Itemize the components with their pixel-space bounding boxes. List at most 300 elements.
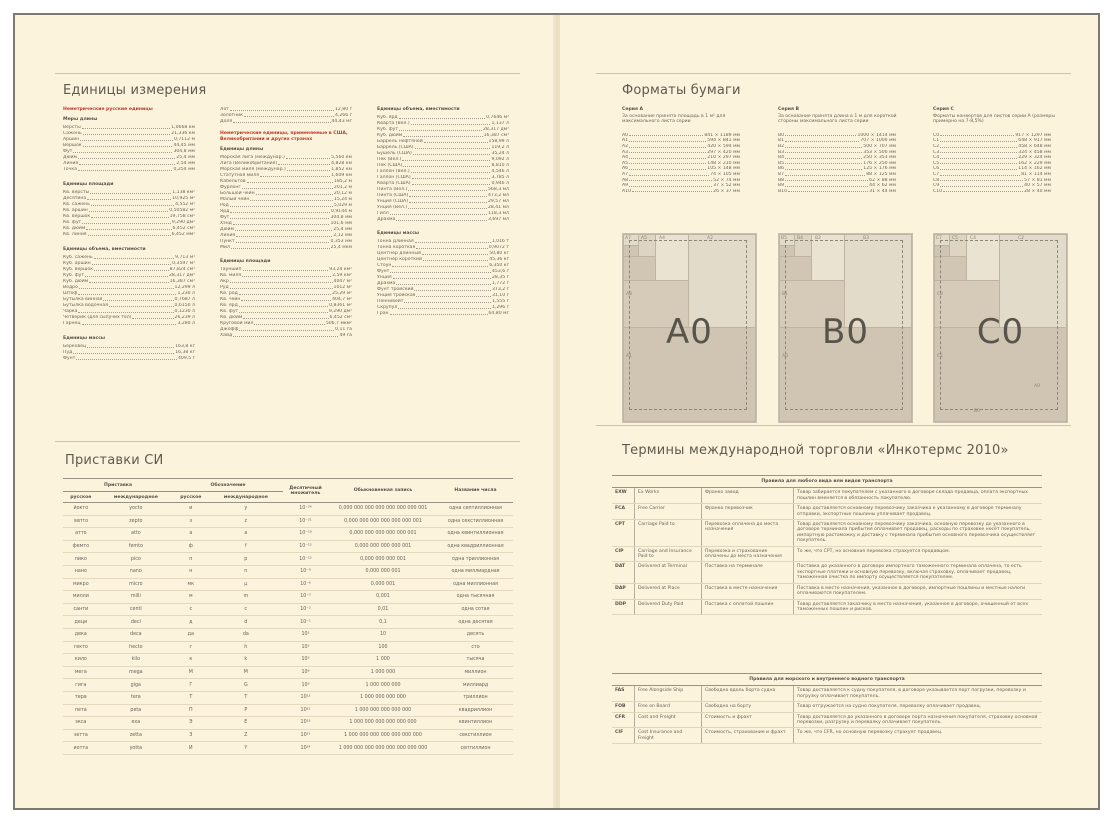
prefix-cell: гекто bbox=[63, 641, 99, 654]
unit-name: Куб. фут bbox=[63, 273, 85, 278]
leader-dots bbox=[233, 333, 338, 337]
prefix-cell: n bbox=[209, 565, 283, 578]
unit-value: 125 × 176 мм bbox=[863, 166, 896, 172]
format-diagram-a0 bbox=[622, 233, 757, 423]
incoterm-txt: Товар отгружается на судно покупателя, перевалку оплачивает продавец. bbox=[794, 702, 1043, 712]
unit-name: Версты bbox=[63, 125, 81, 130]
leader-dots bbox=[230, 215, 329, 219]
prefix-cell: Г bbox=[173, 679, 209, 692]
unit-name: Пуд bbox=[63, 350, 73, 355]
usa-units-column bbox=[220, 107, 352, 339]
prefix-cell: 10⁻¹ bbox=[283, 616, 328, 629]
unit-value: 1,230 л bbox=[177, 291, 195, 296]
prefix-cell: одна сотая bbox=[438, 603, 513, 616]
unit-name: Куб. вершок bbox=[63, 267, 93, 272]
unit-row bbox=[63, 232, 195, 238]
prefix-cell: микро bbox=[63, 578, 99, 591]
unit-value: 0,3597 м³ bbox=[172, 261, 195, 266]
unit-value: 6,452 мм² bbox=[171, 232, 195, 237]
unit-name: Малый чейн bbox=[220, 197, 250, 202]
unit-name: Род bbox=[220, 203, 229, 208]
leader-dots bbox=[286, 155, 330, 159]
unit-value: 16,387 см³ bbox=[169, 279, 195, 284]
format-label: A0 bbox=[1034, 384, 1040, 389]
leader-dots bbox=[940, 150, 1017, 154]
unit-value: 0,7687 л bbox=[174, 297, 195, 302]
incoterm-row bbox=[612, 583, 1042, 599]
prefix-cell: hecto bbox=[99, 641, 173, 654]
unit-name: Пинта (США) bbox=[377, 193, 409, 198]
prefix-cell: секстиллион bbox=[438, 729, 513, 742]
prefix-cell: 10⁻³ bbox=[283, 591, 328, 604]
format-label: A7 bbox=[625, 236, 631, 241]
format-big-label: B0 bbox=[822, 312, 869, 352]
incoterm-en: Carriage and Insurance Paid to bbox=[635, 546, 702, 562]
unit-value: 568,3 мл bbox=[487, 187, 509, 192]
unit-value: 1,296 г bbox=[491, 305, 509, 310]
unit-name: Мил bbox=[220, 245, 230, 250]
prefix-cell: 10⁻⁹ bbox=[283, 565, 328, 578]
series-description: За основание принята площадь в 1 м² для максимального листа серии bbox=[622, 113, 726, 125]
unit-value: 9,290 дм² bbox=[171, 220, 195, 225]
incoterm-code: FAS bbox=[612, 686, 635, 702]
unit-value: 10,925 м² bbox=[172, 196, 195, 201]
leader-dots bbox=[940, 183, 1023, 187]
mass-list bbox=[63, 344, 195, 362]
prefix-cell: Т bbox=[173, 691, 209, 704]
leader-dots bbox=[236, 239, 330, 243]
unit-name: Кв. чейн bbox=[220, 297, 241, 302]
unit-name: C3 bbox=[933, 149, 940, 155]
prefix-cell: deci bbox=[99, 616, 173, 629]
incoterm-ru: Свободно на борту bbox=[702, 702, 794, 712]
unit-name: Штоф bbox=[63, 291, 78, 296]
leader-dots bbox=[78, 309, 173, 313]
leader-dots bbox=[236, 233, 332, 237]
leader-dots bbox=[632, 189, 712, 193]
prefix-cell: одна десятая bbox=[438, 616, 513, 629]
usa-volume-list bbox=[377, 115, 509, 223]
usa-mass-list bbox=[377, 239, 509, 317]
unit-value: 5,560 км bbox=[331, 155, 352, 160]
prefix-cell: квадриллион bbox=[438, 704, 513, 717]
unit-value: 25,29 м² bbox=[332, 291, 352, 296]
prefix-cell: zepto bbox=[99, 515, 173, 528]
format-label: A1 bbox=[626, 354, 632, 359]
unit-name: A1 bbox=[622, 138, 629, 144]
leader-dots bbox=[403, 133, 482, 137]
format-label: A4 bbox=[659, 236, 665, 241]
unit-value: 404,7 м² bbox=[332, 297, 352, 302]
prefix-cell: deca bbox=[99, 628, 173, 641]
unit-value: 473,2 мл bbox=[487, 193, 509, 198]
unit-name: A2 bbox=[622, 143, 629, 149]
unit-name: Галлон (США) bbox=[377, 175, 411, 180]
prefix-cell: 0,000 000 000 001 bbox=[328, 553, 438, 566]
unit-value: 201,2 м bbox=[333, 185, 352, 190]
unit-value: 297 × 420 мм bbox=[707, 149, 740, 155]
unit-name: Берковец bbox=[63, 344, 87, 349]
leader-dots bbox=[398, 305, 491, 309]
volume-heading: Единицы объема, вместимости bbox=[63, 247, 146, 252]
prefix-cell: дека bbox=[63, 628, 99, 641]
unit-name: Чарка bbox=[63, 309, 78, 314]
prefix-cell: к bbox=[173, 654, 209, 667]
unit-value: 9,713 м³ bbox=[175, 255, 195, 260]
leader-dots bbox=[629, 150, 706, 154]
prefix-cell: мега bbox=[63, 666, 99, 679]
incoterm-en: Carriage Paid to bbox=[635, 520, 702, 547]
prefix-cell: Z bbox=[209, 729, 283, 742]
prefix-cell: п bbox=[173, 553, 209, 566]
leader-dots bbox=[390, 211, 487, 215]
unit-value: 0,1230 л bbox=[174, 309, 195, 314]
prefix-cell: атто bbox=[63, 528, 99, 541]
unit-name: Унция (Вел.) bbox=[377, 205, 408, 210]
unit-name: Кабельтов bbox=[220, 179, 246, 184]
unit-name: A3 bbox=[622, 149, 629, 155]
unit-name: B6 bbox=[778, 166, 785, 172]
unit-value: 3,697 мл bbox=[487, 217, 509, 222]
incoterm-row bbox=[612, 520, 1042, 547]
prefix-row bbox=[63, 729, 513, 742]
leader-dots bbox=[416, 245, 488, 249]
leader-dots bbox=[239, 303, 328, 307]
unit-value: 210 × 297 мм bbox=[707, 155, 740, 161]
unit-value: 229 × 324 мм bbox=[1018, 155, 1051, 161]
leader-dots bbox=[416, 293, 491, 297]
format-label: B5 bbox=[781, 236, 787, 241]
unit-value: 1,138 км² bbox=[172, 190, 195, 195]
leader-dots bbox=[940, 133, 1014, 137]
prefix-cell: atto bbox=[99, 528, 173, 541]
unit-name: Пек (Вел.) bbox=[377, 157, 402, 162]
leader-dots bbox=[254, 321, 324, 325]
unit-name: Драхма bbox=[377, 217, 396, 222]
unit-value: 45,36 кг bbox=[489, 257, 509, 262]
leader-dots bbox=[89, 279, 168, 283]
series-text-block bbox=[778, 107, 918, 194]
unit-value: 707 × 1000 мм bbox=[860, 138, 896, 144]
format-label: C7 bbox=[936, 236, 943, 241]
unit-value: 15,24 м bbox=[333, 197, 352, 202]
prefix-cell: йокто bbox=[63, 503, 99, 516]
unit-value: 176 × 250 мм bbox=[863, 160, 896, 166]
leader-dots bbox=[242, 185, 333, 189]
prefix-cell: 1 000 000 000 000 000 000 000 bbox=[328, 729, 438, 742]
leader-dots bbox=[92, 261, 171, 265]
prefix-cell: 10⁻¹⁵ bbox=[283, 540, 328, 553]
incoterm-en: Delivered Duty Paid bbox=[635, 599, 702, 615]
incoterm-txt: Товар доставляется до указанного в договоре порта назначения покупателя, страховку основной перевозки, разгрузку и перевалку оплачивает покупатель. bbox=[794, 712, 1043, 728]
leader-dots bbox=[233, 221, 330, 225]
unit-name: Фут bbox=[63, 149, 73, 154]
incoterm-code: FCA bbox=[612, 504, 635, 520]
leader-dots bbox=[76, 356, 177, 360]
incoterm-row bbox=[612, 504, 1042, 520]
unit-value: 74 × 105 мм bbox=[710, 171, 740, 177]
unit-value: 353 × 500 мм bbox=[863, 149, 896, 155]
prefix-header: Приставка bbox=[63, 479, 173, 492]
unit-name: Лот bbox=[220, 107, 229, 112]
prefix-row bbox=[63, 742, 513, 755]
leader-dots bbox=[785, 172, 865, 176]
unit-name: A8 bbox=[622, 177, 629, 183]
unit-row bbox=[220, 333, 352, 339]
unit-row bbox=[63, 321, 195, 327]
leader-dots bbox=[247, 179, 333, 183]
series-text-block bbox=[622, 107, 762, 194]
prefix-cell: 10¹⁵ bbox=[283, 704, 328, 717]
prefixes-table bbox=[63, 478, 513, 755]
leader-dots bbox=[629, 183, 712, 187]
unit-value: 4047 м² bbox=[333, 279, 352, 284]
unit-value: 88 × 125 мм bbox=[866, 171, 896, 177]
unit-name: Куб. дюйм bbox=[63, 279, 89, 284]
prefix-cell: z bbox=[209, 515, 283, 528]
unit-name: Руд bbox=[220, 285, 229, 290]
unit-name: B8 bbox=[778, 177, 785, 183]
leader-dots bbox=[78, 167, 173, 171]
unit-name: C9 bbox=[933, 183, 940, 189]
format-label: B4 bbox=[797, 236, 803, 241]
unit-name: Тонна длинная bbox=[377, 239, 414, 244]
unit-value: 114 × 162 мм bbox=[1018, 166, 1051, 172]
prefix-cell: d bbox=[209, 616, 283, 629]
prefix-cell: тысяча bbox=[438, 654, 513, 667]
unit-name: Статутная миля bbox=[220, 173, 259, 178]
leader-dots bbox=[242, 273, 331, 277]
leader-dots bbox=[415, 239, 491, 243]
leader-dots bbox=[412, 175, 491, 179]
prefix-cell: П bbox=[173, 704, 209, 717]
leader-dots bbox=[230, 203, 333, 207]
prefix-cell: 0,000 000 000 000 001 bbox=[328, 540, 438, 553]
unit-name: Пинта (Вел.) bbox=[377, 187, 408, 192]
prefix-cell: десять bbox=[438, 628, 513, 641]
leader-dots bbox=[629, 133, 703, 137]
unit-value: 0,9144 м bbox=[331, 209, 352, 214]
prefix-row bbox=[63, 540, 513, 553]
unit-name: Фурлонг bbox=[220, 185, 241, 190]
leader-dots bbox=[411, 169, 491, 173]
prefix-cell: 10⁶ bbox=[283, 666, 328, 679]
leader-dots bbox=[243, 267, 329, 271]
unit-value: 148 × 210 мм bbox=[707, 160, 740, 166]
unit-value: 453,6 г bbox=[491, 269, 509, 274]
incoterm-en: Delivered at Terminal bbox=[635, 562, 702, 583]
prefix-cell: милли bbox=[63, 591, 99, 604]
leader-dots bbox=[239, 291, 331, 295]
leader-dots bbox=[78, 291, 176, 295]
prefix-row bbox=[63, 503, 513, 516]
leader-dots bbox=[785, 161, 862, 165]
prefix-cell: 1 000 bbox=[328, 654, 438, 667]
unit-name: Кв. дюйм bbox=[63, 226, 86, 231]
leader-dots bbox=[230, 107, 334, 111]
incoterm-code: DDP bbox=[612, 599, 635, 615]
incoterm-txt: Поставка до указанного в договоре импортного таможенного терминала оплачена, то есть экспортные платежи и основную перевозку, включая страховку, оплачивает продавец, таможенная очистка по импорту осуществляется покупателем. bbox=[794, 562, 1043, 583]
unit-name: B10 bbox=[778, 188, 787, 194]
unit-value: 648 × 917 мм bbox=[1018, 138, 1051, 144]
leader-dots bbox=[409, 199, 487, 203]
format-label: A0 bbox=[782, 354, 788, 359]
unit-name: C5 bbox=[933, 160, 940, 166]
unit-name: Пункт bbox=[220, 239, 235, 244]
unit-value: 4,546 л bbox=[491, 169, 509, 174]
unit-value: 12,80 г bbox=[334, 107, 352, 112]
leader-dots bbox=[235, 227, 332, 231]
notation-header: Обыкновенная запись bbox=[328, 479, 438, 503]
paper-title: Форматы бумаги bbox=[622, 83, 741, 98]
leader-dots bbox=[629, 172, 709, 176]
unit-value: 500 × 707 мм bbox=[863, 143, 896, 149]
unit-value: 0,11 га bbox=[335, 327, 352, 332]
prefix-cell: 0,1 bbox=[328, 616, 438, 629]
prefix-row bbox=[63, 717, 513, 730]
unit-value: 1,016 т bbox=[491, 239, 509, 244]
incoterm-code: CFR bbox=[612, 712, 635, 728]
leader-dots bbox=[231, 245, 330, 249]
prefix-cell: mega bbox=[99, 666, 173, 679]
unit-name: Гарнец bbox=[63, 321, 81, 326]
prefix-cell: 10 bbox=[328, 628, 438, 641]
unit-value: 21,336 км bbox=[171, 131, 195, 136]
prefix-cell: 10⁻²¹ bbox=[283, 515, 328, 528]
unit-value: 44,43 мг bbox=[331, 119, 352, 124]
incoterm-en: Cost Insurance and Freight bbox=[635, 728, 702, 744]
prefix-cell: пико bbox=[63, 553, 99, 566]
old-mass-list bbox=[220, 107, 352, 125]
unit-name: C2 bbox=[933, 143, 940, 149]
unit-row bbox=[220, 119, 352, 125]
incoterm-txt: Товар доставляется основному перевозчику заказчика, основную перевозку до указанного в договоре терминала прибытия оплачивает продавец, расходы по страховке несёт покупатель, импортную растаможку и доставку с терминала прибытия основного перевозчика осуществляет покупатель. bbox=[794, 520, 1043, 547]
symbol-russian-header: русское bbox=[173, 492, 209, 503]
unit-name: Галлон (Вел.) bbox=[377, 169, 410, 174]
unit-value: 31 × 44 мм bbox=[869, 188, 896, 194]
unit-name: Точка bbox=[63, 167, 77, 172]
units-title: Единицы измерения bbox=[63, 83, 207, 98]
unit-name: Центнер короткий bbox=[377, 257, 423, 262]
prefix-cell: З bbox=[173, 729, 209, 742]
prefix-cell: 0,000 000 000 000 000 001 bbox=[328, 528, 438, 541]
incoterm-ru: Перевозка и страхование оплачены до места назначения bbox=[702, 546, 794, 562]
incoterm-row bbox=[612, 728, 1042, 744]
unit-name: Морская миля (междунар.) bbox=[220, 167, 286, 172]
unit-name: A9 bbox=[622, 183, 629, 189]
incoterm-code: FOB bbox=[612, 702, 635, 712]
unit-name: Драхма bbox=[377, 281, 396, 286]
prefix-cell: 0,000 000 001 bbox=[328, 565, 438, 578]
prefix-cell: Y bbox=[209, 742, 283, 755]
series-name: Серия A bbox=[622, 107, 644, 112]
prefix-cell: квинтиллион bbox=[438, 717, 513, 730]
leader-dots bbox=[785, 144, 862, 148]
prefix-cell: P bbox=[209, 704, 283, 717]
leader-dots bbox=[629, 155, 706, 159]
series-name: Серия C bbox=[933, 107, 954, 112]
unit-value: 19,758 см² bbox=[169, 214, 195, 219]
prefix-cell: 1 000 000 000 000 000 000 000 000 bbox=[328, 742, 438, 755]
prefix-row bbox=[63, 591, 513, 604]
symbol-header: Обозначение bbox=[173, 479, 283, 492]
prefix-cell: h bbox=[209, 641, 283, 654]
incoterm-row bbox=[612, 546, 1042, 562]
leader-dots bbox=[788, 189, 868, 193]
unit-name: C7 bbox=[933, 171, 940, 177]
unit-name: Фут bbox=[220, 215, 230, 220]
mid-rule-right bbox=[596, 425, 1071, 426]
format-label: B3 bbox=[863, 236, 869, 241]
any-transport-caption: Правила для любого вида или видов транспорта bbox=[612, 476, 1042, 488]
leader-dots bbox=[230, 209, 330, 213]
unit-value: 57 × 81 мм bbox=[1024, 177, 1051, 183]
unit-name: Дюйм bbox=[63, 155, 77, 160]
unit-name: Куб. сажень bbox=[63, 255, 93, 260]
prefix-row bbox=[63, 666, 513, 679]
number-name-header: Название числа bbox=[438, 479, 513, 503]
unit-name: Куб. ярд bbox=[377, 115, 398, 120]
incoterm-ru: Стоимость и фрахт bbox=[702, 712, 794, 728]
leader-dots bbox=[239, 309, 328, 313]
prefix-cell: триллион bbox=[438, 691, 513, 704]
prefix-cell: экса bbox=[63, 717, 99, 730]
leader-dots bbox=[73, 149, 172, 153]
prefix-cell: 10²¹ bbox=[283, 729, 328, 742]
leader-dots bbox=[390, 269, 491, 273]
unit-value: 2,12 мм bbox=[333, 233, 352, 238]
unit-value: 26 × 37 мм bbox=[713, 188, 740, 194]
unit-name: Морская лига (междунар.) bbox=[220, 155, 285, 160]
unit-value: 458 × 648 мм bbox=[1018, 143, 1051, 149]
prefix-cell: и bbox=[173, 503, 209, 516]
unit-name: Вершок bbox=[63, 143, 82, 148]
prefix-cell: y bbox=[209, 503, 283, 516]
unit-value: 4,552 м² bbox=[175, 202, 195, 207]
prefix-cell: иотта bbox=[63, 742, 99, 755]
unit-value: 158,99 л bbox=[488, 139, 509, 144]
leader-dots bbox=[94, 267, 169, 271]
leader-dots bbox=[83, 143, 173, 147]
prefix-cell: одна миллионная bbox=[438, 578, 513, 591]
prefix-row bbox=[63, 515, 513, 528]
leader-dots bbox=[943, 189, 1023, 193]
leader-dots bbox=[414, 287, 490, 291]
unit-row bbox=[63, 167, 195, 173]
leader-dots bbox=[940, 144, 1017, 148]
unit-name: Кварта (Вел.) bbox=[377, 121, 410, 126]
format-diagram-c0 bbox=[933, 233, 1068, 423]
prefix-row bbox=[63, 603, 513, 616]
unit-value: 25,4 мм bbox=[176, 155, 195, 160]
prefix-cell: 10⁹ bbox=[283, 679, 328, 692]
prefix-row bbox=[63, 654, 513, 667]
unit-name: Баррель нефтяной bbox=[377, 139, 423, 144]
leader-dots bbox=[413, 151, 491, 155]
unit-name: C4 bbox=[933, 155, 940, 161]
unit-value: 1,0668 км bbox=[171, 125, 195, 130]
format-label: C3 bbox=[937, 292, 944, 297]
leader-dots bbox=[940, 155, 1017, 159]
sea-transport-caption: Правила для морского и внутреннего водного транспорта bbox=[612, 674, 1042, 686]
unit-name: Тауншип bbox=[220, 267, 242, 272]
unit-value: 28,317 дм³ bbox=[168, 273, 195, 278]
prefix-cell: одна тысячная bbox=[438, 591, 513, 604]
volume-list bbox=[63, 255, 195, 327]
unit-name: Кв. ярд bbox=[220, 303, 238, 308]
prefix-cell: 1 000 000 000 000 000 bbox=[328, 704, 438, 717]
unit-value: 1012 м² bbox=[333, 285, 352, 290]
